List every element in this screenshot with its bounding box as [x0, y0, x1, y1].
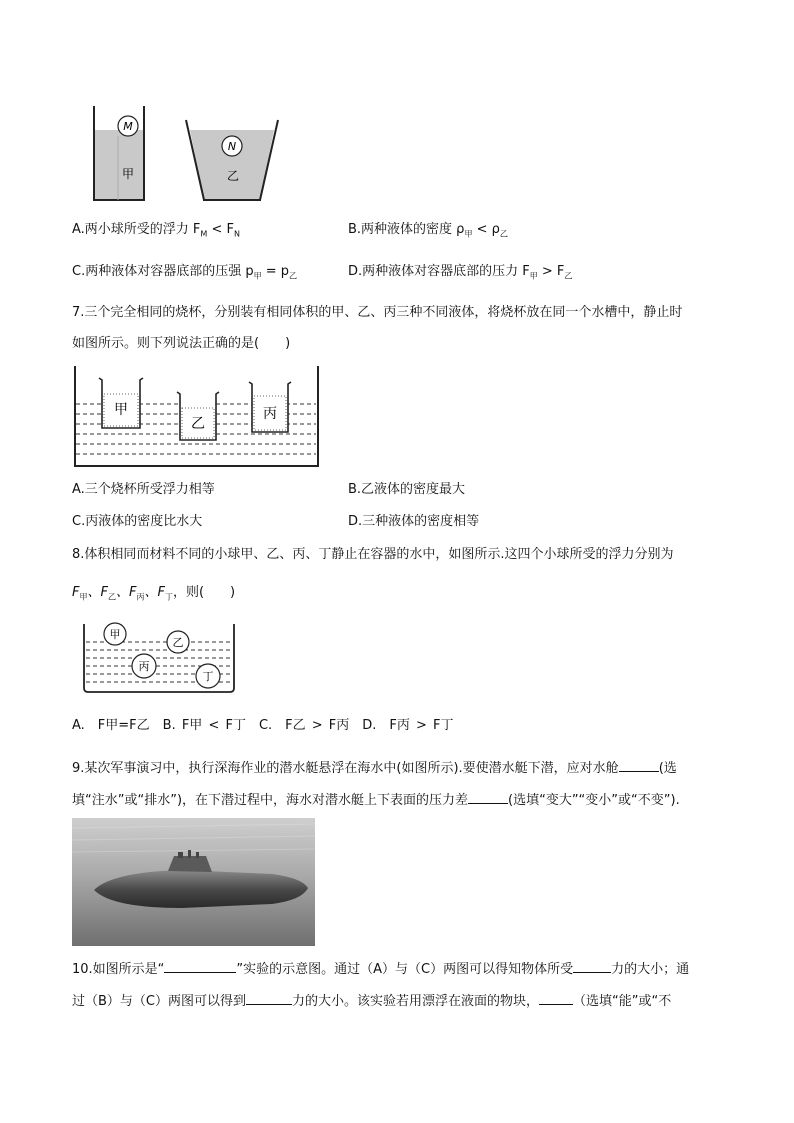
q8-figure — [80, 618, 240, 696]
label-yi: 乙 — [226, 169, 240, 183]
q10-blank-2[interactable] — [573, 959, 611, 973]
beaker-bing-label: 丙 — [263, 406, 277, 422]
q7-option-d: D.三种液体的密度相等 — [348, 514, 480, 529]
q9-line1: 9.某次军事演习中，执行深海作业的潜水艇悬浮在海水中(如图所示).要使潜水艇下潜，应对水舱 (选 — [72, 758, 677, 778]
q10-blank-3[interactable] — [246, 991, 292, 1005]
ball-yi-label: 乙 — [172, 636, 184, 649]
q6-option-d: D.两种液体对容器底部的压力 $F_甲 > F_乙$ — [348, 264, 573, 281]
q9-blank-1[interactable] — [619, 758, 659, 772]
q7-option-b: B.乙液体的密度最大 — [348, 482, 466, 497]
q7-stem-line2: 如图所示。则下列说法正确的是( ) — [72, 336, 291, 351]
q7-figure — [72, 364, 322, 470]
label-m: M — [123, 120, 133, 133]
beaker-jia-label: 甲 — [114, 402, 128, 418]
ball-ding-label: 丁 — [202, 670, 214, 683]
q6-figure — [70, 96, 290, 204]
q10-blank-4[interactable] — [539, 991, 573, 1005]
submarine-photo — [72, 818, 315, 946]
beaker-yi-label: 乙 — [191, 416, 205, 432]
q8-stem-line2: $F_甲$、$F_乙$、$F_丙$、$F_丁$，则( ) — [72, 585, 236, 602]
q9-line2: 填“注水”或“排水”)，在下潜过程中，海水对潜水艇上下表面的压力差 (选填“变大”“变小”或“不变”). — [72, 790, 680, 810]
ball-bing-label: 丙 — [138, 660, 150, 673]
q10-line1: 10.如图所示是“ ”实验的示意图。通过（A）与（C）两图可以得知物体所受 力的大小；通 — [72, 959, 689, 979]
q10-blank-1[interactable] — [164, 959, 236, 973]
q7-stem-line1: 7.三个完全相同的烧杯，分别装有相同体积的甲、乙、丙三种不同液体，将烧杯放在同一个水槽中，静止时 — [72, 305, 683, 320]
q10-line2: 过（B）与（C）两图可以得到 力的大小。该实验若用漂浮在液面的物块， （选填“能”或“不 — [72, 991, 671, 1011]
q7-option-c: C.丙液体的密度比水大 — [72, 514, 203, 529]
label-jia: 甲 — [121, 167, 135, 181]
q6-option-b: B.两种液体的密度 $\rho_甲 < \rho_乙$ — [348, 222, 508, 239]
q9-blank-2[interactable] — [468, 790, 508, 804]
ball-jia-label: 甲 — [109, 628, 121, 641]
q6-option-c: C.两种液体对容器底部的压强 $p_甲 = p_乙$ — [72, 264, 298, 281]
q7-option-a: A.三个烧杯所受浮力相等 — [72, 482, 215, 497]
q8-stem-line1: 8.体积相同而材料不同的小球甲、乙、丙、丁静止在容器的水中，如图所示.这四个小球所受的浮力分别为 — [72, 547, 674, 562]
label-n: N — [227, 140, 237, 153]
q6-option-a: A.两小球所受的浮力 $F_M < F_N$ — [72, 222, 240, 239]
q8-options: A. F甲=F乙 B. F甲 < F丁 C. F乙 > F丙 D. F丙 > F丁 — [72, 718, 454, 733]
